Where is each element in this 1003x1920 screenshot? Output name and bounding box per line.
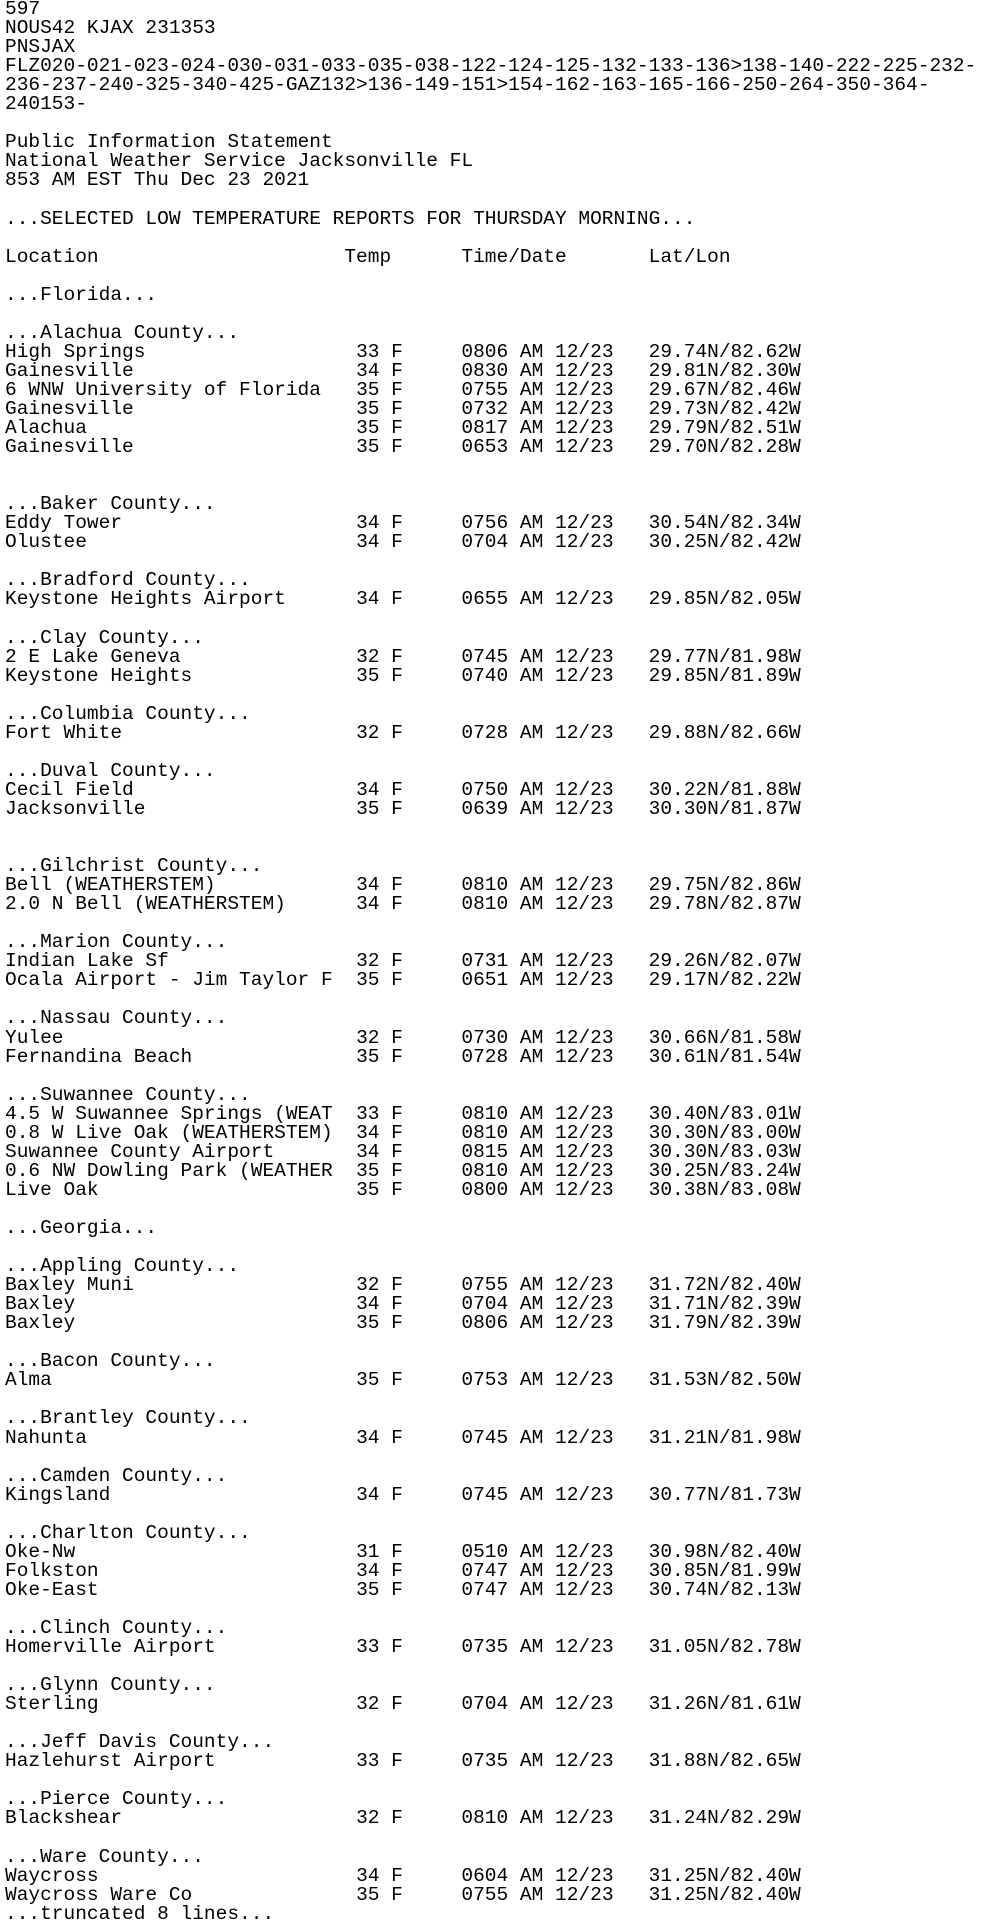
temp-cell: 32 F <box>356 1807 462 1830</box>
time-cell: 0755 AM 12/23 <box>461 1883 649 1906</box>
temp-cell: 32 F <box>356 721 462 744</box>
county-heading: ...Glynn County... <box>5 1674 216 1697</box>
report-row <box>5 1371 1003 1390</box>
time-cell: 0735 AM 12/23 <box>461 1636 649 1659</box>
time-cell: 0747 AM 12/23 <box>461 1559 649 1582</box>
latlon-cell: 31.25N/82.40W <box>648 1864 801 1887</box>
truncation-note: ...truncated 8 lines... <box>5 1902 275 1920</box>
ugc-line: FLZ020-021-023-024-030-031-033-035-038-122-124-125-132-133-136>138-140-222-225-232- <box>5 55 977 78</box>
latlon-cell: 29.81N/82.30W <box>648 359 801 382</box>
blank-line <box>5 305 1003 324</box>
location-cell: Indian Lake Sf <box>5 950 357 973</box>
blank-line <box>5 190 1003 209</box>
temp-cell: 34 F <box>356 1559 462 1582</box>
blank-line <box>5 610 1003 629</box>
location-cell: Fernandina Beach <box>5 1045 357 1068</box>
location-cell: 4.5 W Suwannee Springs (WEAT <box>5 1102 357 1125</box>
column-header-latlon: Lat/Lon <box>648 245 731 268</box>
temp-cell: 35 F <box>356 417 462 440</box>
time-cell: 0704 AM 12/23 <box>461 1293 649 1316</box>
time-cell: 0810 AM 12/23 <box>461 874 649 897</box>
time-cell: 0810 AM 12/23 <box>461 1807 649 1830</box>
latlon-cell: 29.77N/81.98W <box>648 645 801 668</box>
time-cell: 0810 AM 12/23 <box>461 1102 649 1125</box>
report-row <box>5 1045 1003 1068</box>
location-cell: Homerville Airport <box>5 1636 357 1659</box>
latlon-cell: 30.30N/81.87W <box>648 797 801 820</box>
column-header-time: Time/Date <box>461 245 649 268</box>
county-heading: ...Duval County... <box>5 759 216 782</box>
time-cell: 0653 AM 12/23 <box>461 436 649 459</box>
latlon-cell: 29.79N/82.51W <box>648 417 801 440</box>
location-cell: Waycross Ware Co <box>5 1883 357 1906</box>
county-heading: ...Bacon County... <box>5 1350 216 1373</box>
location-cell: Oke-Nw <box>5 1540 357 1563</box>
report-row <box>5 797 1003 820</box>
latlon-cell: 31.72N/82.40W <box>648 1274 801 1297</box>
time-cell: 0745 AM 12/23 <box>461 1426 649 1449</box>
temp-cell: 34 F <box>356 1426 462 1449</box>
blank-line <box>5 267 1003 286</box>
latlon-cell: 29.75N/82.86W <box>648 874 801 897</box>
temp-cell: 34 F <box>356 874 462 897</box>
time-cell: 0750 AM 12/23 <box>461 778 649 801</box>
time-cell: 0756 AM 12/23 <box>461 512 649 535</box>
temp-cell: 34 F <box>356 1121 462 1144</box>
temp-cell: 34 F <box>356 778 462 801</box>
location-cell: Baxley <box>5 1293 357 1316</box>
blank-line <box>5 686 1003 705</box>
county-heading: ...Clay County... <box>5 626 204 649</box>
latlon-cell: 30.61N/81.54W <box>648 1045 801 1068</box>
time-cell: 0755 AM 12/23 <box>461 378 649 401</box>
location-cell: Fort White <box>5 721 357 744</box>
latlon-cell: 31.05N/82.78W <box>648 1636 801 1659</box>
report-row <box>5 721 1003 744</box>
report-row <box>5 438 1003 457</box>
latlon-cell: 29.85N/81.89W <box>648 664 801 687</box>
wmo-header: NOUS42 KJAX 231353 <box>5 17 216 40</box>
latlon-cell: 30.77N/81.73W <box>648 1483 801 1506</box>
temp-cell: 34 F <box>356 1293 462 1316</box>
latlon-cell: 29.78N/82.87W <box>648 893 801 916</box>
county-heading: ...Pierce County... <box>5 1788 228 1811</box>
temp-cell: 35 F <box>356 436 462 459</box>
temp-cell: 35 F <box>356 1883 462 1906</box>
latlon-cell: 30.30N/83.00W <box>648 1121 801 1144</box>
time-cell: 0806 AM 12/23 <box>461 1312 649 1335</box>
time-cell: 0747 AM 12/23 <box>461 1578 649 1601</box>
temp-cell: 33 F <box>356 1102 462 1125</box>
location-cell: Gainesville <box>5 397 357 420</box>
time-cell: 0704 AM 12/23 <box>461 531 649 554</box>
latlon-cell: 31.71N/82.39W <box>648 1293 801 1316</box>
temp-cell: 34 F <box>356 531 462 554</box>
temp-cell: 35 F <box>356 1578 462 1601</box>
temp-cell: 34 F <box>356 588 462 611</box>
latlon-cell: 30.40N/83.01W <box>648 1102 801 1125</box>
time-cell: 0810 AM 12/23 <box>461 893 649 916</box>
time-cell: 0639 AM 12/23 <box>461 797 649 820</box>
location-cell: 0.8 W Live Oak (WEATHERSTEM) <box>5 1121 357 1144</box>
location-cell: Kingsland <box>5 1483 357 1506</box>
location-cell: Suwannee County Airport <box>5 1140 357 1163</box>
temp-cell: 32 F <box>356 950 462 973</box>
temp-cell: 31 F <box>356 1540 462 1563</box>
location-cell: High Springs <box>5 340 357 363</box>
latlon-cell: 30.66N/81.58W <box>648 1026 801 1049</box>
latlon-cell: 31.26N/81.61W <box>648 1693 801 1716</box>
blank-line <box>5 1448 1003 1467</box>
temp-cell: 34 F <box>356 1864 462 1887</box>
location-cell: Keystone Heights <box>5 664 357 687</box>
county-heading: ...Baker County... <box>5 493 216 516</box>
temp-cell: 35 F <box>356 1369 462 1392</box>
latlon-cell: 30.98N/82.40W <box>648 1540 801 1563</box>
ugc-line: 236-237-240-325-340-425-GAZ132>136-149-151>154-162-163-165-166-250-264-350-364- <box>5 74 930 97</box>
location-cell: Baxley <box>5 1312 357 1335</box>
temp-cell: 34 F <box>356 359 462 382</box>
temp-cell: 32 F <box>356 1274 462 1297</box>
time-cell: 0755 AM 12/23 <box>461 1274 649 1297</box>
awips-id: PNSJAX <box>5 36 76 59</box>
latlon-cell: 30.22N/81.88W <box>648 778 801 801</box>
report-row <box>5 1809 1003 1828</box>
report-row <box>5 590 1003 609</box>
temp-cell: 35 F <box>356 378 462 401</box>
latlon-cell: 29.67N/82.46W <box>648 378 801 401</box>
location-cell: Jacksonville <box>5 797 357 820</box>
time-cell: 0704 AM 12/23 <box>461 1693 649 1716</box>
time-cell: 0806 AM 12/23 <box>461 340 649 363</box>
location-cell: Gainesville <box>5 359 357 382</box>
report-row <box>5 1426 1003 1449</box>
location-cell: Olustee <box>5 531 357 554</box>
blank-line <box>5 1829 1003 1848</box>
county-heading: ...Brantley County... <box>5 1407 251 1430</box>
temp-cell: 35 F <box>356 1045 462 1068</box>
time-cell: 0604 AM 12/23 <box>461 1864 649 1887</box>
report-row <box>5 1883 1003 1906</box>
column-header-location: Location <box>5 245 345 268</box>
location-cell: 2 E Lake Geneva <box>5 645 357 668</box>
latlon-cell: 29.17N/82.22W <box>648 969 801 992</box>
temp-cell: 33 F <box>356 1750 462 1773</box>
location-cell: Eddy Tower <box>5 512 357 535</box>
latlon-cell: 31.88N/82.65W <box>648 1750 801 1773</box>
state-heading: ...Florida... <box>5 283 158 306</box>
temp-cell: 33 F <box>356 340 462 363</box>
latlon-cell: 31.24N/82.29W <box>648 1807 801 1830</box>
report-row <box>5 1752 1003 1771</box>
temp-cell: 32 F <box>356 1693 462 1716</box>
latlon-cell: 30.25N/82.42W <box>648 531 801 554</box>
time-cell: 0655 AM 12/23 <box>461 588 649 611</box>
location-cell: Blackshear <box>5 1807 357 1830</box>
latlon-cell: 30.74N/82.13W <box>648 1578 801 1601</box>
location-cell: Live Oak <box>5 1178 357 1201</box>
ugc-line: 240153- <box>5 93 87 116</box>
time-cell: 0810 AM 12/23 <box>461 1159 649 1182</box>
latlon-cell: 31.79N/82.39W <box>648 1312 801 1335</box>
location-cell: Hazlehurst Airport <box>5 1750 357 1773</box>
county-heading: ...Gilchrist County... <box>5 855 263 878</box>
county-heading: ...Appling County... <box>5 1255 240 1278</box>
location-cell: Baxley Muni <box>5 1274 357 1297</box>
report-row <box>5 533 1003 552</box>
temp-cell: 35 F <box>356 797 462 820</box>
location-cell: Bell (WEATHERSTEM) <box>5 874 357 897</box>
time-cell: 0745 AM 12/23 <box>461 1483 649 1506</box>
location-cell: Folkston <box>5 1559 357 1582</box>
county-heading: ...Columbia County... <box>5 702 251 725</box>
time-cell: 0817 AM 12/23 <box>461 417 649 440</box>
county-heading: ...Charlton County... <box>5 1521 251 1544</box>
time-cell: 0731 AM 12/23 <box>461 950 649 973</box>
time-cell: 0740 AM 12/23 <box>461 664 649 687</box>
latlon-cell: 29.88N/82.66W <box>648 721 801 744</box>
location-cell: Gainesville <box>5 436 357 459</box>
time-cell: 0745 AM 12/23 <box>461 645 649 668</box>
column-header <box>5 245 1003 268</box>
location-cell: Keystone Heights Airport <box>5 588 357 611</box>
latlon-cell: 31.53N/82.50W <box>648 1369 801 1392</box>
state-heading: ...Georgia... <box>5 1217 158 1239</box>
temp-cell: 34 F <box>356 1140 462 1163</box>
latlon-cell: 30.30N/83.03W <box>648 1140 801 1163</box>
temp-cell: 33 F <box>356 1636 462 1659</box>
blank-line <box>5 457 1003 476</box>
issue-time: 853 AM EST Thu Dec 23 2021 <box>5 169 310 192</box>
time-cell: 0732 AM 12/23 <box>461 397 649 420</box>
sequence-number: 597 <box>5 0 41 20</box>
county-heading: ...Suwannee County... <box>5 1083 251 1106</box>
report-row <box>5 1314 1003 1333</box>
latlon-cell: 31.21N/81.98W <box>648 1426 801 1449</box>
report-row <box>5 1695 1003 1714</box>
temp-cell: 35 F <box>356 969 462 992</box>
county-heading: ...Ware County... <box>5 1845 204 1868</box>
time-cell: 0728 AM 12/23 <box>461 1045 649 1068</box>
report-row <box>5 664 1003 687</box>
county-heading: ...Alachua County... <box>5 321 240 344</box>
time-cell: 0753 AM 12/23 <box>461 1369 649 1392</box>
temp-cell: 34 F <box>356 512 462 535</box>
latlon-cell: 30.85N/81.99W <box>648 1559 801 1582</box>
issuing-office: National Weather Service Jacksonville FL <box>5 150 474 173</box>
report-row <box>5 1483 1003 1506</box>
county-heading: ...Clinch County... <box>5 1616 228 1639</box>
time-cell: 0651 AM 12/23 <box>461 969 649 992</box>
report-row <box>5 971 1003 990</box>
temp-cell: 35 F <box>356 397 462 420</box>
latlon-cell: 30.38N/83.08W <box>648 1178 801 1201</box>
time-cell: 0735 AM 12/23 <box>461 1750 649 1773</box>
location-cell: 0.6 NW Dowling Park (WEATHER <box>5 1159 357 1182</box>
location-cell: Ocala Airport - Jim Taylor F <box>5 969 357 992</box>
blank-line <box>5 1067 1003 1086</box>
temp-cell: 34 F <box>356 893 462 916</box>
time-cell: 0830 AM 12/23 <box>461 359 649 382</box>
report-row <box>5 1638 1003 1657</box>
blank-line <box>5 819 1003 838</box>
county-heading: ...Bradford County... <box>5 569 251 592</box>
time-cell: 0510 AM 12/23 <box>461 1540 649 1563</box>
latlon-cell: 29.26N/82.07W <box>648 950 801 973</box>
county-heading: ...Camden County... <box>5 1464 228 1487</box>
column-header-temp: Temp <box>344 245 462 268</box>
latlon-cell: 29.85N/82.05W <box>648 588 801 611</box>
report-row <box>5 1178 1003 1201</box>
latlon-cell: 30.25N/83.24W <box>648 1159 801 1182</box>
time-cell: 0728 AM 12/23 <box>461 721 649 744</box>
location-cell: Alma <box>5 1369 357 1392</box>
county-heading: ...Jeff Davis County... <box>5 1731 275 1754</box>
county-heading: ...Marion County... <box>5 931 228 954</box>
latlon-cell: 29.74N/82.62W <box>648 340 801 363</box>
location-cell: Sterling <box>5 1693 357 1716</box>
time-cell: 0815 AM 12/23 <box>461 1140 649 1163</box>
location-cell: Oke-East <box>5 1578 357 1601</box>
latlon-cell: 29.73N/82.42W <box>648 397 801 420</box>
location-cell: Waycross <box>5 1864 357 1887</box>
temp-cell: 35 F <box>356 1178 462 1201</box>
latlon-cell: 31.25N/82.40W <box>648 1883 801 1906</box>
temp-cell: 32 F <box>356 1026 462 1049</box>
headline: ...SELECTED LOW TEMPERATURE REPORTS FOR THURSDAY MORNING... <box>5 207 696 230</box>
time-cell: 0800 AM 12/23 <box>461 1178 649 1201</box>
location-cell: Yulee <box>5 1026 357 1049</box>
temp-cell: 34 F <box>356 1483 462 1506</box>
temp-cell: 35 F <box>356 664 462 687</box>
county-heading: ...Nassau County... <box>5 1007 228 1030</box>
location-cell: Alachua <box>5 417 357 440</box>
latlon-cell: 30.54N/82.34W <box>648 512 801 535</box>
location-cell: Cecil Field <box>5 778 357 801</box>
time-cell: 0730 AM 12/23 <box>461 1026 649 1049</box>
location-cell: Nahunta <box>5 1426 357 1449</box>
temp-cell: 32 F <box>356 645 462 668</box>
location-cell: 6 WNW University of Florida <box>5 378 357 401</box>
blank-line <box>5 1505 1003 1524</box>
location-cell: 2.0 N Bell (WEATHERSTEM) <box>5 893 357 916</box>
report-row <box>5 895 1003 914</box>
latlon-cell: 29.70N/82.28W <box>648 436 801 459</box>
temp-cell: 35 F <box>356 1312 462 1335</box>
report-row <box>5 1578 1003 1601</box>
statement-title: Public Information Statement <box>5 131 333 154</box>
temp-cell: 35 F <box>356 1159 462 1182</box>
time-cell: 0810 AM 12/23 <box>461 1121 649 1144</box>
